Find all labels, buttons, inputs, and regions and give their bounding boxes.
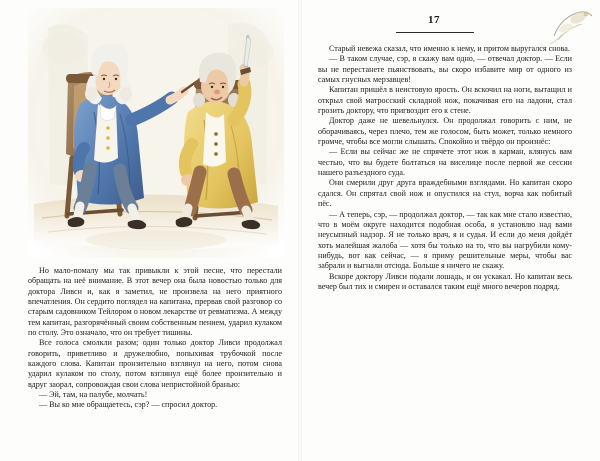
page-number-rule bbox=[396, 32, 474, 33]
paragraph-dialogue: — Вы ко мне обращаетесь, сэр? — спросил доктор. bbox=[39, 400, 218, 410]
right-page-body bbox=[318, 44, 572, 292]
corner-ornament-svg bbox=[548, 6, 594, 48]
paragraph: Вскоре доктору Ливси подали лошадь, и он ускакал. Но капитан весь вечер был тих и смирен и оставался таким ещё много вечеров подряд. bbox=[318, 271, 572, 291]
paragraph: Доктор даже не шевельнулся. Он продолжал говорить с ним, не оборачиваясь, через плечо, тем же голосом, быть может, только немного громче, чтобы все могли слышать. Спокойно и твёрдо он произнёс: bbox=[318, 116, 572, 147]
paragraph: Все голоса смолкли разом; один только доктор Ливси продолжал говорить, приветливо и дружелюбно, попыхивая трубочкой после каждого слова. Капитан пронзительно взглянул на него, потом снова ударил кулаком по столу, потом взглянул ещё более пронзительно и вдруг заорал, сопровождая свои слова непристойной бранью: bbox=[28, 338, 282, 389]
chapter-illustration bbox=[28, 8, 284, 258]
right-page bbox=[300, 0, 600, 461]
paragraph-dialogue: — В таком случае, сэр, я скажу вам одно, — отвечал доктор. — Если вы не перестанете пьянствовать, вы скоро избавите мир от одного из самых гнусных мерзавцев! bbox=[318, 54, 572, 85]
page-number: 17 bbox=[428, 14, 440, 26]
illustration-svg bbox=[28, 8, 284, 258]
paragraph-dialogue: — А теперь, сэр, — продолжал доктор, — так как мне стало известно, что в моём округе находится подобная особа, я установлю над вами неусыпный надзор. Я не только врач, я и судья. И если до меня дойдёт хоть малейшая жалоба — хотя бы только на то, что вы нагрубили кому-нибудь, вот как сейчас, — я приму решительные меры, чтобы вас забрали и выгнали отсюда. Больше я ничего не скажу. bbox=[318, 209, 572, 271]
paragraph: Они смерили друг друга враждебными взглядами. Но капитан скоро сдался. Он спрятал свой нож и опустился на стул, ворча как побитый пёс. bbox=[318, 178, 572, 209]
paragraph-dialogue: — Эй, там, на палубе, молчать! bbox=[39, 390, 148, 400]
paragraph: Старый невежа сказал, что именно к нему, и притом выругался снова. bbox=[329, 44, 570, 53]
left-page-body bbox=[28, 266, 282, 411]
paragraph: Но мало-помалу мы так привыкли к этой песне, что перестали обращать на неё внимание. В этот вечер она была новостью только для доктора Ливси и, как я заметил, не произвела на него приятного впечатления. Он сердито поглядел на капитана, прервав свой разговор со старым садовником Тейлором о новом лекарстве от ревматизма. А между тем капитан, разгорячённый своим собственным пением, ударил кулаком по столу. Это означало, что он требует тишины. bbox=[28, 266, 282, 338]
corner-ornament-icon bbox=[548, 6, 594, 48]
paragraph-dialogue: — Если вы сейчас же не спрячете этот нож в карман, клянусь вам честью, что вы будете болтаться на виселице после первой же сессии нашего разъездного суда. bbox=[318, 147, 572, 178]
paragraph: Капитан пришёл в неистовую ярость. Он вскочил на ноги, вытащил и открыл свой матросский складной нож, покачивая его на ладони, стал грозить доктору, что пригвоздит его к стене. bbox=[318, 85, 572, 116]
